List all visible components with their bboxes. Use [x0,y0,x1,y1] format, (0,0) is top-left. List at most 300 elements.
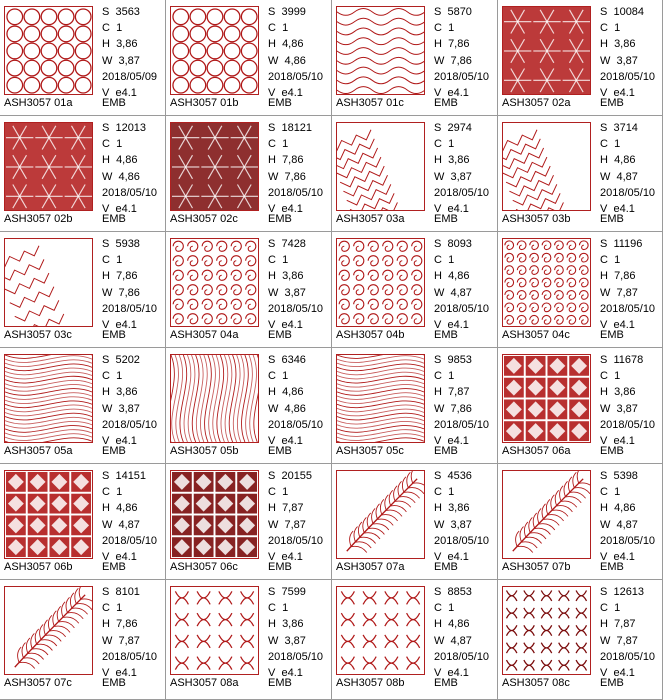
version-label: V [600,319,614,332]
design-stats [434,584,489,681]
embroidery-preview-icon [171,355,258,442]
design-cell[interactable] [0,0,166,116]
version-label: V [268,551,282,564]
width-value: 3,87 [616,402,638,415]
embroidery-preview-icon [337,355,424,442]
height-value: 3,86 [116,38,138,51]
design-cell[interactable] [498,348,663,464]
width-label: W [102,518,119,531]
embroidery-preview-icon [337,471,424,558]
version-value: e4.1 [281,551,303,564]
design-thumbnail[interactable] [170,586,259,675]
stitch-count: 12613 [613,586,645,598]
design-cell[interactable] [0,348,166,464]
height-value: 7,86 [614,270,636,283]
design-file-name: ASH3057 05a [4,445,73,457]
design-file-name: ASH3057 02c [170,213,238,225]
height-label: H [268,270,283,283]
embroidery-preview-icon [503,587,590,674]
version-value: e4.1 [115,203,137,216]
stitch-count: 18121 [281,122,313,134]
version-value: e4.1 [281,203,303,216]
modified-date: 2018/05/10 [102,302,158,315]
height-label: H [434,618,449,631]
color-count: 1 [614,22,621,35]
width-label: W [600,634,617,647]
color-count-label: C [102,22,117,35]
color-count: 1 [614,486,621,499]
version-label: V [102,319,116,332]
version-value: e4.1 [447,435,469,448]
version-value: e4.1 [613,551,635,564]
height-label: H [434,38,449,51]
version-value: e4.1 [613,667,635,680]
version-label: V [434,203,448,216]
color-count: 1 [282,370,289,383]
stitch-count-label: S [600,586,614,598]
height-label: H [600,502,615,515]
design-stats [102,352,157,449]
height-value: 7,86 [116,618,138,631]
version-value: e4.1 [447,667,469,680]
color-count: 1 [282,486,289,499]
file-format: EMB [268,561,292,573]
design-thumbnail[interactable] [170,354,259,443]
design-cell[interactable] [332,580,498,700]
embroidery-preview-icon [5,7,92,94]
design-stats [268,584,323,681]
width-label: W [102,54,119,67]
modified-date: 2018/05/10 [102,418,158,431]
modified-date: 2018/05/10 [600,650,656,663]
height-value: 4,86 [614,502,636,515]
version-value: e4.1 [115,435,137,448]
version-value: e4.1 [613,319,635,332]
design-cell[interactable] [332,0,498,116]
file-format: EMB [268,677,292,689]
version-value: e4.1 [281,319,303,332]
color-count-label: C [268,486,283,499]
modified-date: 2018/05/09 [102,70,158,83]
height-label: H [600,38,615,51]
height-value: 7,87 [448,386,470,399]
color-count: 1 [448,254,455,267]
version-value: e4.1 [447,203,469,216]
modified-date: 2018/05/10 [268,650,324,663]
stitch-count: 11196 [613,238,643,250]
version-label: V [102,667,116,680]
width-label: W [434,170,451,183]
stitch-count: 12013 [115,122,147,134]
design-file-name: ASH3057 06b [4,561,73,573]
version-value: e4.1 [281,667,303,680]
width-label: W [102,634,119,647]
design-file-name: ASH3057 08c [502,677,570,689]
file-format: EMB [434,445,458,457]
version-label: V [600,667,614,680]
design-cell[interactable] [498,464,663,580]
stitch-count: 3714 [613,122,638,134]
color-count-label: C [600,22,615,35]
width-value: 7,86 [284,170,306,183]
height-label: H [600,270,615,283]
modified-date: 2018/05/10 [268,418,324,431]
version-value: e4.1 [447,87,469,100]
version-label: V [268,435,282,448]
height-label: H [600,386,615,399]
version-value: e4.1 [447,551,469,564]
design-cell[interactable] [0,464,166,580]
design-thumbnail[interactable] [170,470,259,559]
width-label: W [102,286,119,299]
width-value: 4,87 [616,518,638,531]
color-count-label: C [102,138,117,151]
file-format: EMB [102,213,126,225]
design-cell[interactable] [0,116,166,232]
height-value: 4,86 [116,502,138,515]
design-file-name: ASH3057 02b [4,213,73,225]
stitch-count: 11678 [613,354,644,366]
version-label: V [268,203,282,216]
modified-date: 2018/05/10 [434,534,490,547]
design-stats [600,120,655,217]
design-thumbnail[interactable] [336,6,425,95]
stitch-count: 5870 [447,6,472,18]
design-thumbnail[interactable] [502,238,591,327]
stitch-count-label: S [268,586,282,598]
stitch-count: 5938 [115,238,140,250]
width-label: W [268,402,285,415]
version-label: V [434,435,448,448]
modified-date: 2018/05/10 [102,534,158,547]
design-cell[interactable] [166,580,332,700]
stitch-count-label: S [268,122,282,134]
stitch-count-label: S [434,238,448,250]
file-format: EMB [268,97,292,109]
width-value: 4,87 [616,170,638,183]
design-thumbnail[interactable] [502,470,591,559]
color-count-label: C [102,370,117,383]
file-format: EMB [434,97,458,109]
design-file-name: ASH3057 06c [170,561,238,573]
design-file-name: ASH3057 05c [336,445,404,457]
embroidery-preview-icon [503,239,590,326]
embroidery-preview-icon [5,355,92,442]
design-thumbnail[interactable] [336,238,425,327]
file-format: EMB [600,329,624,341]
height-label: H [102,618,117,631]
height-label: H [102,270,117,283]
width-label: W [102,170,119,183]
modified-date: 2018/05/10 [434,70,490,83]
embroidery-preview-icon [171,123,258,210]
width-label: W [434,54,451,67]
height-label: H [102,386,117,399]
version-value: e4.1 [281,435,303,448]
height-value: 4,86 [282,386,304,399]
modified-date: 2018/05/10 [434,186,490,199]
modified-date: 2018/05/10 [268,302,324,315]
design-cell[interactable] [332,348,498,464]
height-value: 3,86 [282,618,304,631]
modified-date: 2018/05/10 [268,70,324,83]
color-count: 1 [448,370,455,383]
stitch-count: 20155 [281,470,313,482]
color-count: 1 [448,138,455,151]
color-count: 1 [448,22,455,35]
color-count-label: C [268,138,283,151]
width-value: 4,87 [450,286,472,299]
embroidery-preview-icon [337,123,424,210]
embroidery-preview-icon [5,471,92,558]
height-value: 7,86 [116,270,138,283]
color-count: 1 [282,138,289,151]
file-format: EMB [268,213,292,225]
embroidery-preview-icon [171,471,258,558]
color-count-label: C [434,22,449,35]
version-value: e4.1 [613,435,635,448]
version-label: V [600,87,614,100]
modified-date: 2018/05/10 [434,418,490,431]
stitch-count-label: S [102,586,116,598]
width-label: W [268,54,285,67]
height-value: 7,86 [282,154,304,167]
modified-date: 2018/05/10 [600,186,656,199]
width-value: 4,87 [450,634,472,647]
stitch-count: 9853 [447,354,472,366]
version-label: V [102,203,116,216]
stitch-count: 5398 [613,470,638,482]
stitch-count: 6346 [281,354,306,366]
design-file-name: ASH3057 05b [170,445,239,457]
color-count: 1 [116,138,123,151]
design-file-name: ASH3057 07a [336,561,405,573]
height-value: 4,86 [448,270,470,283]
stitch-count-label: S [434,6,448,18]
color-count-label: C [434,486,449,499]
design-cell[interactable] [166,348,332,464]
design-thumbnail[interactable] [4,6,93,95]
version-label: V [434,87,448,100]
design-stats [268,4,323,101]
modified-date: 2018/05/10 [600,70,656,83]
design-stats [434,468,489,565]
file-format: EMB [102,677,126,689]
width-value: 7,87 [616,286,638,299]
color-count-label: C [268,22,283,35]
stitch-count: 3563 [115,6,140,18]
color-count: 1 [614,138,621,151]
design-file-name: ASH3057 01a [4,97,73,109]
version-value: e4.1 [115,551,137,564]
design-thumbnail[interactable] [4,470,93,559]
design-cell[interactable] [166,0,332,116]
height-label: H [434,154,449,167]
width-label: W [434,286,451,299]
color-count-label: C [268,370,283,383]
version-value: e4.1 [613,203,635,216]
modified-date: 2018/05/10 [102,650,158,663]
stitch-count: 7599 [281,586,306,598]
color-count-label: C [268,602,283,615]
design-thumbnail[interactable] [4,238,93,327]
design-stats [102,236,157,333]
design-thumbnail[interactable] [4,354,93,443]
height-value: 4,86 [448,618,470,631]
design-cell[interactable] [332,116,498,232]
width-value: 7,87 [616,634,638,647]
design-cell[interactable] [498,232,663,348]
version-label: V [268,319,282,332]
design-cell[interactable] [166,464,332,580]
design-thumbnail[interactable] [336,470,425,559]
design-file-name: ASH3057 04b [336,329,405,341]
modified-date: 2018/05/10 [268,534,324,547]
stitch-count-label: S [268,238,282,250]
design-file-name: ASH3057 03b [502,213,571,225]
height-value: 4,86 [614,154,636,167]
width-label: W [600,54,617,67]
design-cell[interactable] [0,580,166,700]
design-cell[interactable] [166,116,332,232]
width-value: 7,86 [450,54,472,67]
design-stats [600,468,655,565]
version-label: V [600,435,614,448]
embroidery-preview-icon [5,239,92,326]
design-thumbnail[interactable] [336,122,425,211]
design-cell[interactable] [332,232,498,348]
color-count-label: C [102,486,117,499]
design-thumbnail[interactable] [502,586,591,675]
stitch-count-label: S [600,470,614,482]
design-file-name: ASH3057 02a [502,97,571,109]
design-file-name: ASH3057 07b [502,561,571,573]
width-value: 4,86 [284,402,306,415]
color-count-label: C [434,370,449,383]
embroidery-preview-icon [171,239,258,326]
file-format: EMB [600,445,624,457]
width-value: 4,86 [284,54,306,67]
design-thumbnail[interactable] [502,6,591,95]
file-format: EMB [434,329,458,341]
height-label: H [102,502,117,515]
design-thumbnail[interactable] [502,122,591,211]
design-thumbnail[interactable] [4,586,93,675]
file-format: EMB [102,329,126,341]
design-cell[interactable] [0,232,166,348]
modified-date: 2018/05/10 [600,302,656,315]
stitch-count-label: S [102,354,116,366]
file-format: EMB [600,97,624,109]
stitch-count: 4536 [447,470,472,482]
color-count-label: C [434,138,449,151]
design-stats [102,120,157,217]
design-thumbnail[interactable] [336,354,425,443]
design-stats [268,120,323,217]
design-file-name: ASH3057 06a [502,445,571,457]
color-count-label: C [600,370,615,383]
file-format: EMB [102,561,126,573]
color-count: 1 [116,254,123,267]
modified-date: 2018/05/10 [434,302,490,315]
width-label: W [102,402,119,415]
color-count-label: C [102,602,117,615]
stitch-count: 2974 [447,122,472,134]
design-stats [434,4,489,101]
height-label: H [268,386,283,399]
version-value: e4.1 [281,87,303,100]
width-label: W [434,402,451,415]
design-cell[interactable] [498,116,663,232]
version-label: V [268,667,282,680]
width-label: W [434,634,451,647]
design-thumbnail[interactable] [170,122,259,211]
width-value: 3,87 [450,170,472,183]
width-label: W [600,170,617,183]
width-label: W [600,402,617,415]
width-value: 3,87 [284,634,306,647]
width-value: 7,86 [450,402,472,415]
embroidery-preview-icon [171,587,258,674]
version-label: V [600,551,614,564]
design-stats [268,352,323,449]
width-label: W [268,286,285,299]
design-cell[interactable] [498,580,663,700]
design-thumbnail[interactable] [170,238,259,327]
file-format: EMB [268,329,292,341]
design-cell[interactable] [166,232,332,348]
design-stats [434,352,489,449]
stitch-count-label: S [102,122,116,134]
color-count: 1 [448,602,455,615]
height-label: H [268,618,283,631]
stitch-count-label: S [268,6,282,18]
design-file-name: ASH3057 04a [170,329,239,341]
color-count: 1 [116,602,123,615]
stitch-count-label: S [600,354,614,366]
file-format: EMB [600,561,624,573]
height-value: 3,86 [614,386,636,399]
version-label: V [268,87,282,100]
embroidery-preview-icon [171,7,258,94]
design-stats [600,4,655,101]
design-thumbnail[interactable] [502,354,591,443]
design-cell[interactable] [498,0,663,116]
design-thumbnail[interactable] [170,6,259,95]
design-thumbnail[interactable] [336,586,425,675]
width-value: 7,87 [118,634,140,647]
design-stats [434,236,489,333]
stitch-count-label: S [268,354,282,366]
height-label: H [268,38,283,51]
color-count: 1 [614,254,621,267]
version-label: V [434,551,448,564]
modified-date: 2018/05/10 [600,534,656,547]
width-label: W [434,518,451,531]
width-label: W [268,170,285,183]
stitch-count: 7428 [281,238,306,250]
color-count-label: C [268,254,283,267]
height-value: 7,87 [614,618,636,631]
height-label: H [268,502,283,515]
design-thumbnail[interactable] [4,122,93,211]
width-value: 3,87 [450,518,472,531]
version-label: V [600,203,614,216]
design-stats [600,352,655,449]
embroidery-preview-icon [503,123,590,210]
design-cell[interactable] [332,464,498,580]
width-value: 4,86 [118,170,140,183]
